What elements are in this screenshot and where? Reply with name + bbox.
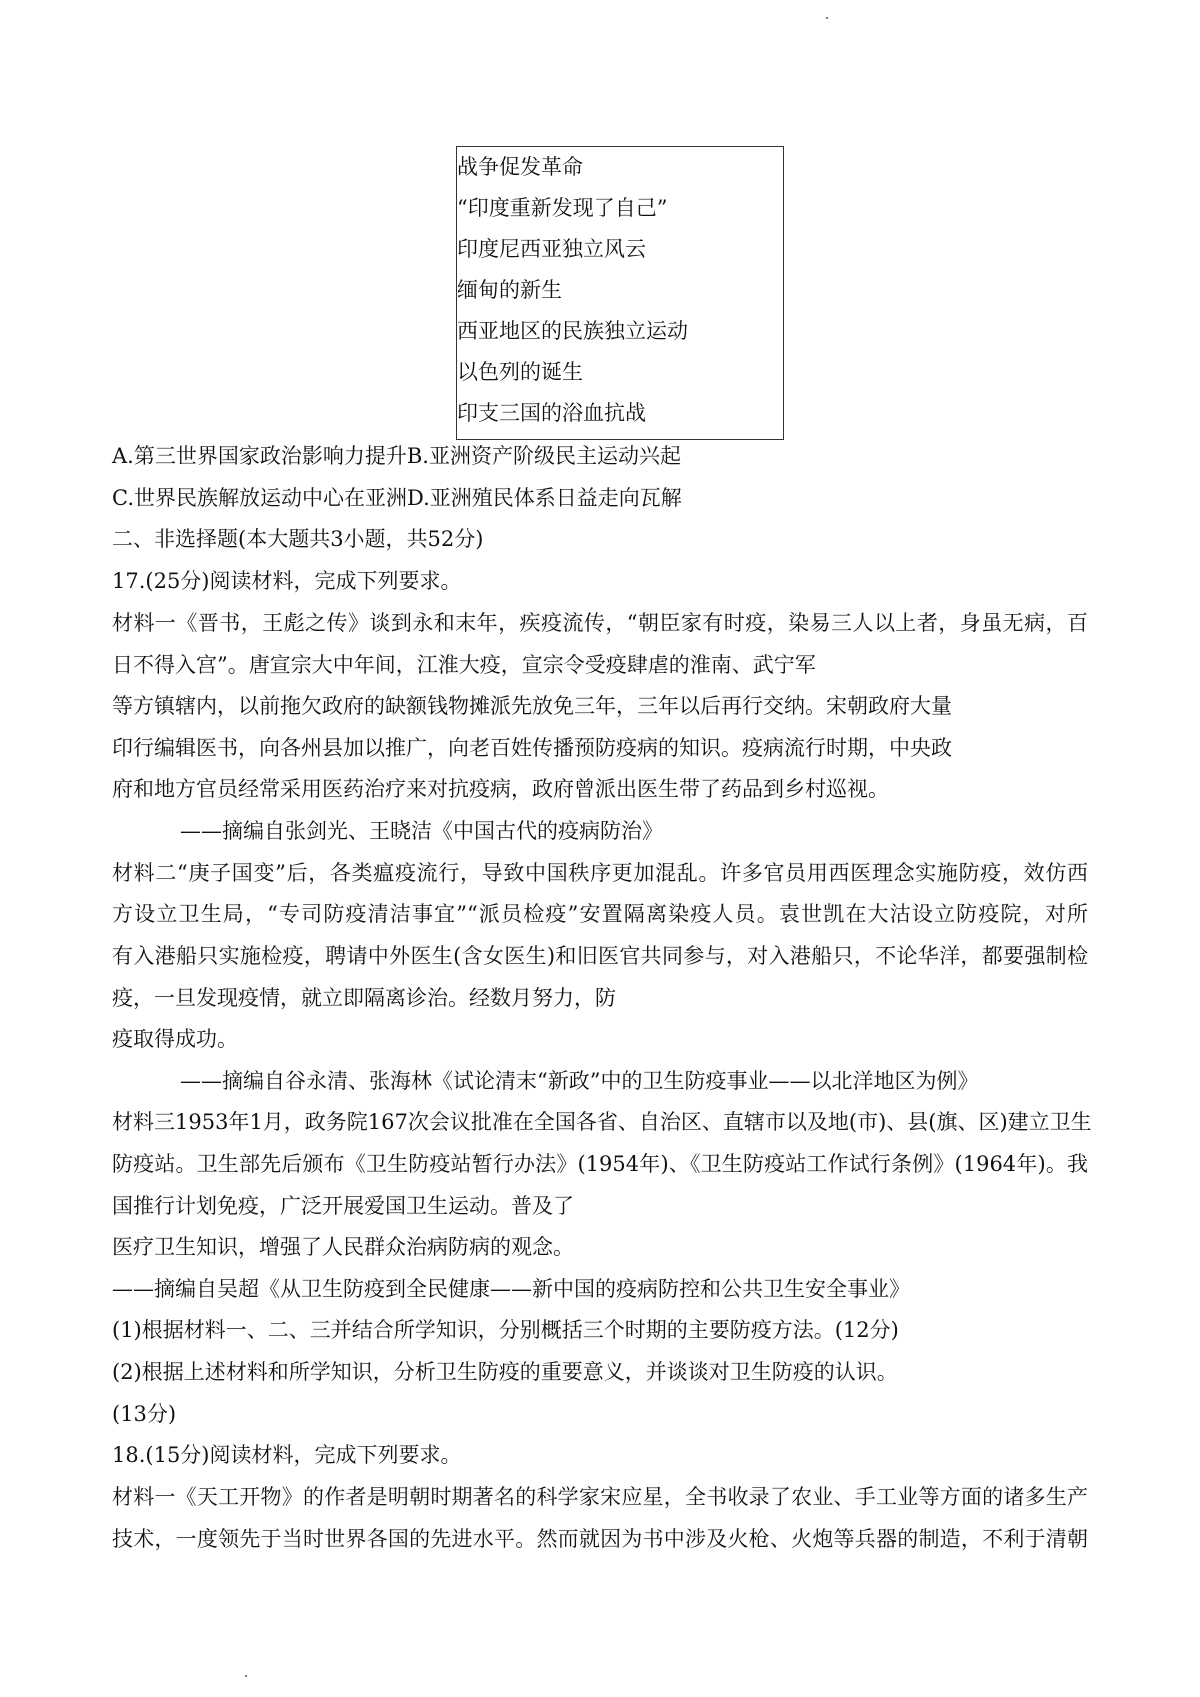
q17-m2-line: 疫，一旦发现疫情，就立即隔离诊治。经数月努力，防 [112, 986, 616, 1010]
q17-m1-line: 府和地方官员经常采用医药治疗来对抗疫病，政府曾派出医生带了药品到乡村巡视。 [112, 777, 889, 801]
q17-sub2-score: (13分) [112, 1402, 177, 1426]
q17-m2-source: ——摘编自谷永清、张海林《试论清末“新政”中的卫生防疫事业——以北洋地区为例》 [180, 1069, 979, 1093]
q17-m3-line: 防疫站。卫生部先后颁布《卫生防疫站暂行办法》(1954年)、《卫生防疫站工作试行条例》(1964年)。我 [112, 1152, 1088, 1176]
scan-speck [826, 17, 828, 19]
q17-stem: 17.(25分)阅读材料，完成下列要求。 [112, 569, 462, 593]
q17-m3-line: 国推行计划免疫，广泛开展爱国卫生运动。普及了 [112, 1194, 574, 1218]
options-cd: C.世界民族解放运动中心在亚洲D.亚洲殖民体系日益走向瓦解 [112, 486, 682, 510]
q17-m1-source: ——摘编自张剑光、王晓洁《中国古代的疫病防治》 [180, 819, 663, 843]
chapter-item: “印度重新发现了自己” [457, 196, 668, 220]
chapter-item: 西亚地区的民族独立运动 [457, 319, 688, 343]
chapter-item: 缅甸的新生 [457, 278, 562, 302]
q18-stem: 18.(15分)阅读材料，完成下列要求。 [112, 1443, 462, 1467]
q17-m3-line: 医疗卫生知识，增强了人民群众治病防病的观念。 [112, 1235, 574, 1259]
scan-speck [245, 1675, 247, 1677]
q17-m3-source: ——摘编自吴超《从卫生防疫到全民健康——新中国的疫病防控和公共卫生安全事业》 [112, 1277, 910, 1301]
q17-m2-line: 材料二“庚子国变”后，各类瘟疫流行，导致中国秩序更加混乱。许多官员用西医理念实施防疫，效仿西 [112, 861, 1088, 885]
q17-m2-line: 方设立卫生局，“专司防疫清洁事宜”“派员检疫”安置隔离染疫人员。袁世凯在大沽设立防疫院，对所 [112, 902, 1088, 926]
q17-m1-line: 日不得入宫”。唐宣宗大中年间，江淮大疫，宣宗令受疫肆虐的淮南、武宁军 [112, 653, 816, 677]
chapter-item: 印度尼西亚独立风云 [457, 237, 646, 261]
q17-sub2: (2)根据上述材料和所学知识，分析卫生防疫的重要意义，并谈谈对卫生防疫的认识。 [112, 1360, 898, 1384]
q18-m1-line: 技术，一度领先于当时世界各国的先进水平。然而就因为书中涉及火枪、火炮等兵器的制造，不利于清朝 [112, 1527, 1088, 1551]
chapter-item: 战争促发革命 [457, 155, 583, 179]
section-heading: 二、非选择题(本大题共3小题，共52分) [112, 527, 484, 551]
chapter-item: 以色列的诞生 [457, 360, 583, 384]
chapter-list-box [456, 146, 784, 440]
q17-m2-line: 有入港船只实施检疫，聘请中外医生(含女医生)和旧医官共同参与，对入港船只，不论华洋，都要强制检 [112, 944, 1088, 968]
q17-m1-line: 印行编辑医书，向各州县加以推广，向老百姓传播预防疫病的知识。疫病流行时期，中央政 [112, 736, 952, 760]
chapter-item: 印支三国的浴血抗战 [457, 401, 646, 425]
q17-m1-line: 等方镇辖内，以前拖欠政府的缺额钱物摊派先放免三年，三年以后再行交纳。宋朝政府大量 [112, 694, 952, 718]
q17-m1-line: 材料一《晋书，王彪之传》谈到永和末年，疾疫流传，“朝臣家有时疫，染易三人以上者，身虽无病，百 [112, 611, 1088, 635]
q18-m1-line: 材料一《天工开物》的作者是明朝时期著名的科学家宋应星，全书收录了农业、手工业等方面的诸多生产 [112, 1485, 1088, 1509]
options-ab: A.第三世界国家政治影响力提升B.亚洲资产阶级民主运动兴起 [112, 444, 681, 468]
q17-sub1: (1)根据材料一、二、三并结合所学知识，分别概括三个时期的主要防疫方法。(12分) [112, 1318, 899, 1342]
q17-m2-line: 疫取得成功。 [112, 1027, 238, 1051]
q17-m3-line: 材料三1953年1月，政务院167次会议批准在全国各省、自治区、直辖市以及地(市)、县(旗、区)建立卫生 [112, 1110, 1092, 1134]
